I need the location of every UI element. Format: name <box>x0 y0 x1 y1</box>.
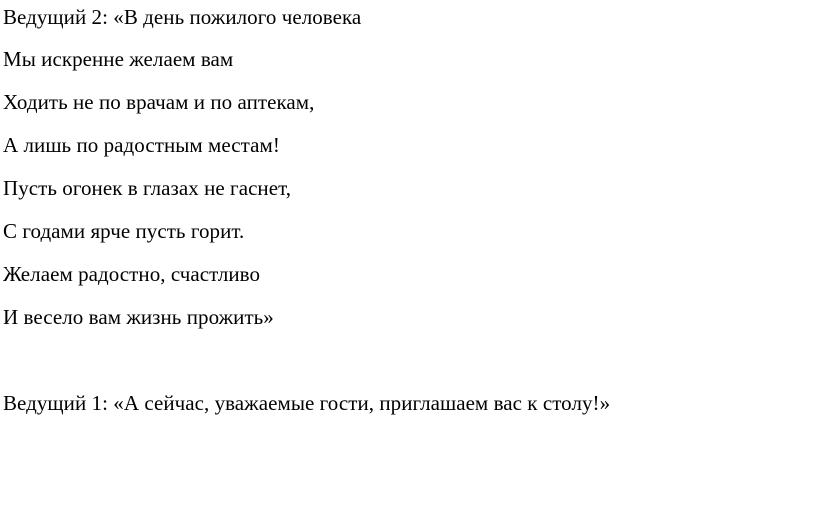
poem-line-6: Желаем радостно, счастливо <box>3 262 261 286</box>
speaker2-intro-line: Ведущий 2: «В день пожилого человека <box>3 5 362 29</box>
poem-line-5: С годами ярче пусть горит. <box>3 219 245 243</box>
poem-line-1: Мы искренне желаем вам <box>3 47 234 71</box>
poem-line-3: А лишь по радостным местам! <box>3 133 280 157</box>
poem-line-7: И весело вам жизнь прожить» <box>3 305 274 329</box>
speaker1-line: Ведущий 1: «А сейчас, уважаемые гости, приглашаем вас к столу!» <box>3 391 611 415</box>
poem-line-2: Ходить не по врачам и по аптекам, <box>3 90 315 114</box>
poem-line-4: Пусть огонек в глазах не гаснет, <box>3 176 292 200</box>
